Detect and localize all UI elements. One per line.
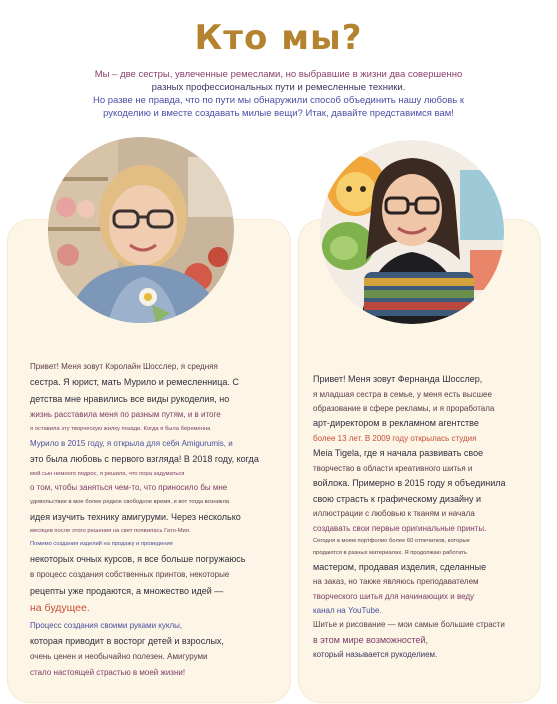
bio-line: о том, чтобы заняться чем-то, что приносило бы мне <box>30 483 228 493</box>
bio-line: детства мне нравились все виды рукоделия, но <box>30 393 230 404</box>
fernanda-portrait-photo <box>320 140 504 324</box>
bio-line: жизнь расставила меня по разным путям, и в итоге <box>30 410 221 420</box>
bio-line: Привет! Меня зовут Кэролайн Шосслер, я средняя <box>30 362 218 371</box>
bio-line: сестра. Я юрист, мать Мурило и ремесленница. С <box>30 377 239 388</box>
bio-line: Шитье и рисование — мои самые большие страсти <box>313 620 505 630</box>
caroline-portrait-photo <box>48 137 234 323</box>
bio-line: идея изучить технику амигуруми. Через несколько <box>30 511 241 522</box>
bio-line: мастером, продавая изделия, сделанные <box>313 561 487 572</box>
page-title: Кто мы? <box>194 18 363 58</box>
intro-line: рукоделию и вместе создавать милые вещи? Итак, давайте представимся вам! <box>103 108 454 119</box>
bio-line: мой сын немного подрос, я решила, что пора задуматься <box>30 470 185 477</box>
bio-line: творчество в области креативного шитья и <box>313 463 473 473</box>
bio-line: Meia Tigela, где я начала развивать свое <box>313 448 484 459</box>
bio-line: арт-директором в рекламном агентстве <box>313 418 479 429</box>
bio-line: войлока. Примерно в 2015 году я объединила <box>313 478 506 489</box>
bio-line: в процесс создания собственных принтов, некоторые <box>30 570 230 580</box>
bio-line: на заказ, но также являюсь преподавателем <box>313 577 479 587</box>
intro-line: разных профессиональных пути и ремесленные техники. <box>151 82 406 93</box>
bio-line: стало настоящей страстью в моей жизни! <box>30 667 186 677</box>
bio-line: свою страсть к графическому дизайну и <box>313 493 482 504</box>
bio-line: удовольствие в мое более редкое свободное время, и вот тогда возникла <box>30 498 230 505</box>
fernanda-bio <box>313 374 525 665</box>
bio-line: я оставила эту творческую жилку позади. Когда я была беременна <box>30 425 211 432</box>
bio-line: иллюстрации с любовью к тканям и начала <box>313 509 475 519</box>
bio-line: Мурило в 2015 году, я открыла для себя Amigurumis, и <box>30 438 233 448</box>
bio-line: некоторых очных курсов, я все больше погружаюсь <box>30 553 246 564</box>
bio-line: который называется рукоделием. <box>313 650 438 660</box>
bio-line: творческого шитья для начинающих и веду <box>313 591 475 601</box>
bio-line: продаются в разных материалах. Я продолжаю работать <box>313 549 467 556</box>
caroline-bio <box>30 362 275 683</box>
bio-line: Сегодня в моем портфолио более 60 отпечатков, которые <box>313 537 470 544</box>
bio-line: более 13 лет. В 2009 году открылась студия <box>313 433 477 443</box>
bio-line: месяцев после этого решения на свет появилась Гато-Мия. <box>30 528 191 535</box>
intro-line: Но разве не правда, что по пути мы обнаружили способ объединить нашу любовь к <box>92 95 465 106</box>
bio-line: которая приводит в восторг детей и взрослых, <box>30 635 224 646</box>
intro-line: Мы – две сестры, увлеченные ремеслами, но выбравшие в жизни два совершенно <box>94 69 463 80</box>
bio-line: образование в сфере рекламы, и я проработала <box>313 403 495 413</box>
bio-line: создавать свои первые оригинальные принты. <box>313 523 487 533</box>
intro-text <box>40 68 517 120</box>
bio-line: очень ценен и необычайно полезен. Амигуруми <box>30 652 208 662</box>
bio-line: канал на YouTube. <box>313 605 382 615</box>
bio-line: я младшая сестра в семье, у меня есть высшее <box>313 389 492 399</box>
bio-line: в этом мире возможностей, <box>313 634 428 645</box>
bio-line: Процесс создания своими руками куклы, <box>30 620 183 630</box>
bio-line: Помимо создания изделий на продажу и проведения <box>30 541 173 547</box>
bio-line: на будущее. <box>30 602 90 615</box>
bio-line: Привет! Меня зовут Фернанда Шосслер, <box>313 374 483 384</box>
bio-line: рецепты уже продаются, а множество идей — <box>30 585 224 596</box>
bio-line: это была любовь с первого взгляда! В 2018 году, когда <box>30 454 259 465</box>
